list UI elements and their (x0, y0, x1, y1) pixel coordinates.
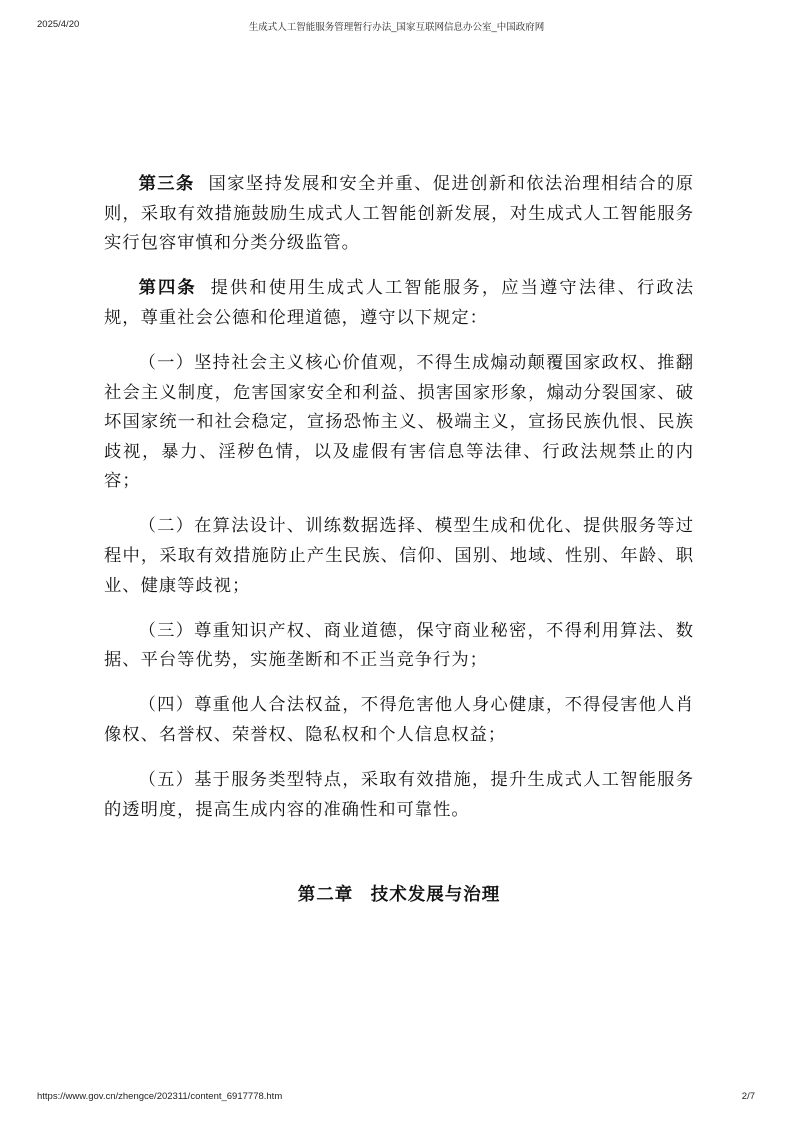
article-4-item-2: （二）在算法设计、训练数据选择、模型生成和优化、提供服务等过程中，采取有效措施防止产生民族、信仰、国别、地域、性别、年龄、职业、健康等歧视； (104, 516, 694, 596)
article-4-label: 第四条 (138, 278, 197, 299)
article-3-text: 国家坚持发展和安全并重、促进创新和依法治理相结合的原则，采取有效措施鼓励生成式人工智能创新发展，对生成式人工智能服务实行包容审慎和分类分级监管。 (104, 174, 694, 254)
article-3-label: 第三条 (138, 174, 195, 194)
article-4-text: 提供和使用生成式人工智能服务，应当遵守法律、行政法规，尊重社会公德和伦理道德，遵守以下规定： (104, 278, 694, 328)
article-4-item-5: （五）基于服务类型特点，采取有效措施，提升生成式人工智能服务的透明度，提高生成内容的准确性和可靠性。 (104, 770, 694, 820)
article-4-item-3: （三）尊重知识产权、商业道德，保守商业秘密，不得利用算法、数据、平台等优势，实施垄断和不正当竞争行为； (104, 620, 694, 671)
article-4 (104, 274, 694, 333)
page-url: https://www.gov.cn/zhengce/202311/content_6917778.htm (37, 1091, 283, 1102)
print-date: 2025/4/20 (37, 19, 80, 30)
document-body (104, 170, 694, 906)
page-number: 2/7 (741, 1091, 755, 1102)
chapter-title: 技术发展与治理 (370, 885, 501, 906)
article-4-item-4: （四）尊重他人合法权益，不得危害他人身心健康，不得侵害他人肖像权、名誉权、荣誉权、隐私权和个人信息权益； (104, 695, 694, 745)
article-4-item-1: （一）坚持社会主义核心价值观，不得生成煽动颠覆国家政权、推翻社会主义制度，危害国家安全和利益、损害国家形象，煽动分裂国家、破坏国家统一和社会稳定，宣扬恐怖主义、极端主义，宣扬民族仇恨、民族歧视，暴力、淫秽色情，以及虚假有害信息等法律、行政法规禁止的内容； (104, 352, 694, 492)
page-header-title: 生成式人工智能服务管理暂行办法_国家互联网信息办公室_中国政府网 (248, 22, 545, 33)
article-3 (104, 170, 694, 259)
chapter-heading (104, 881, 694, 906)
chapter-number: 第二章 (297, 885, 354, 906)
